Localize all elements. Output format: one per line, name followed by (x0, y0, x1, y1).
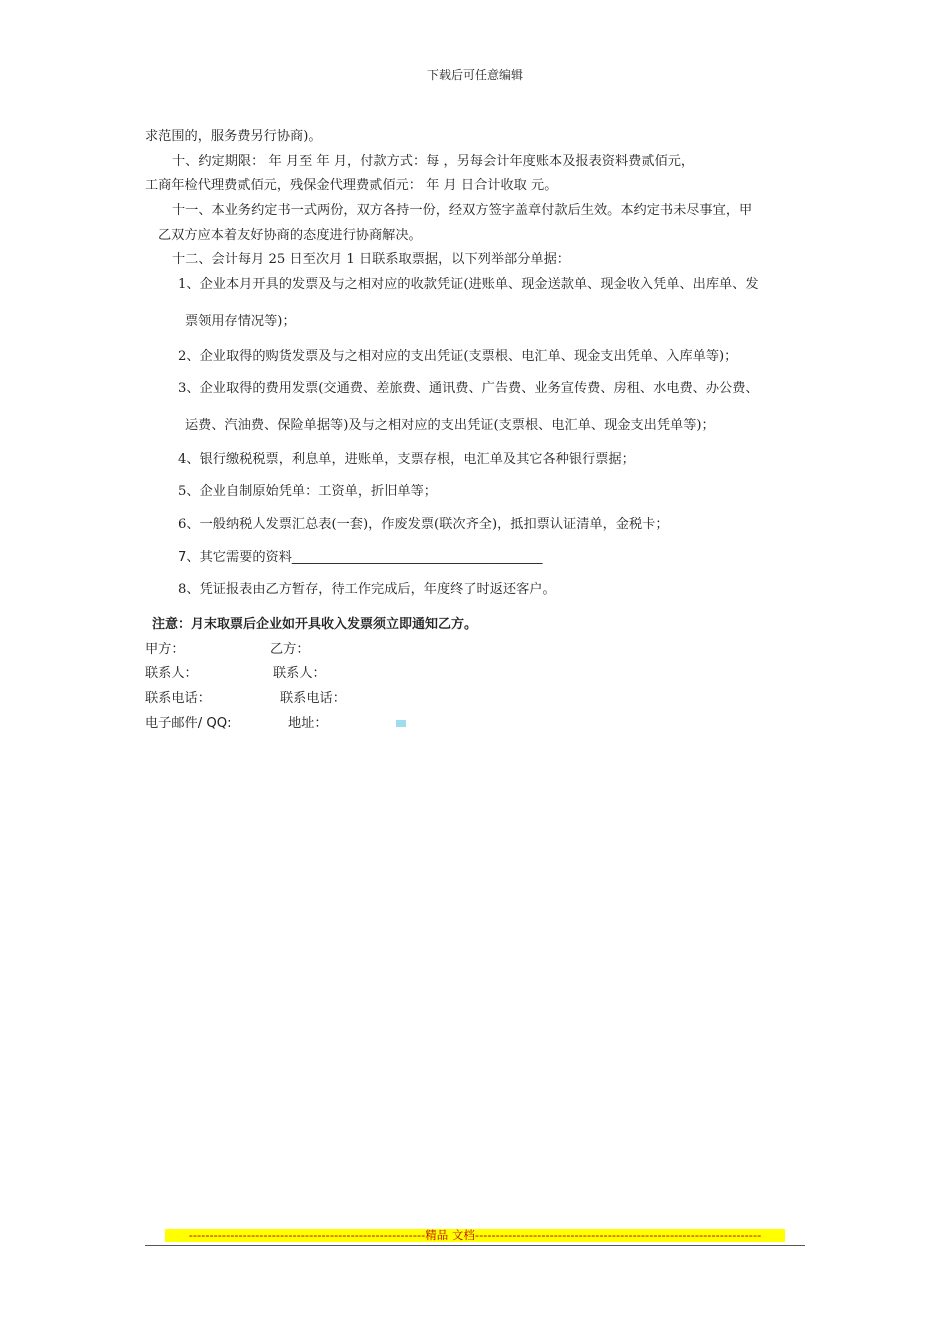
body-line: 3、企业取得的费用发票(交通费、差旅费、通讯费、广告费、业务宣传费、房租、水电费、办公费、 (178, 381, 759, 396)
highlight-marker (396, 720, 406, 727)
body-line: 票领用存情况等)； (185, 314, 296, 329)
phone-b-label: 联系电话： (280, 691, 346, 706)
email-a-label: 电子邮件/ QQ: (145, 716, 232, 731)
party-a-label: 甲方： (145, 642, 185, 657)
body-line: 求范围的，服务费另行协商)。 (145, 129, 322, 144)
body-line: 十二、会计每月 25 日至次月 1 日联系取票据，以下列举部分单据： (172, 252, 570, 267)
notice: 注意：月末取票后企业如开具收入发票须立即通知乙方。 (152, 617, 478, 632)
body-line: 5、企业自制原始凭单：工资单，折旧单等； (178, 484, 437, 499)
body-line: 十一、本业务约定书一式两份，双方各持一份，经双方签字盖章付款后生效。本约定书未尽事宜，甲 (172, 203, 753, 218)
body-line: 6、一般纳税人发票汇总表(一套)，作废发票(联次齐全)，抵扣票认证清单，金税卡； (178, 517, 669, 532)
footer-banner: ---------------------------------------------------------精品 文档--------------------------------------------------------------------- (165, 1229, 785, 1242)
body-line: 十、约定期限： 年 月至 年 月，付款方式：每 ，另每会计年度账本及报表资料费贰佰元， (172, 154, 695, 169)
body-line: 4、银行缴税税票，利息单，进账单，支票存根，电汇单及其它各种银行票据； (178, 452, 635, 467)
body-line: 乙双方应本着友好协商的态度进行协商解决。 (158, 228, 422, 243)
body-line: 8、凭证报表由乙方暂存，待工作完成后，年度终了时返还客户。 (178, 582, 556, 597)
footer-rule (145, 1245, 805, 1246)
body-line: 运费、汽油费、保险单据等)及与之相对应的支出凭证(支票根、电汇单、现金支出凭单等)； (185, 418, 715, 433)
body-line: 2、企业取得的购货发票及与之相对应的支出凭证(支票根、电汇单、现金支出凭单、入库单等)； (178, 349, 738, 364)
body-line: 工商年检代理费贰佰元，残保金代理费贰佰元： 年 月 日合计收取 元。 (145, 178, 558, 193)
contact-a-label: 联系人： (145, 666, 198, 681)
body-line: 1、企业本月开具的发票及与之相对应的收款凭证(进账单、现金送款单、现金收入凭单、出库单、发 (178, 277, 759, 292)
contact-b-label: 联系人： (273, 666, 326, 681)
party-b-label: 乙方： (270, 642, 310, 657)
address-b-label: 地址： (288, 716, 328, 731)
page-header: 下载后可任意编辑 (426, 68, 523, 82)
body-line: 7、其它需要的资料______________________________________ (178, 550, 543, 565)
phone-a-label: 联系电话： (145, 691, 211, 706)
